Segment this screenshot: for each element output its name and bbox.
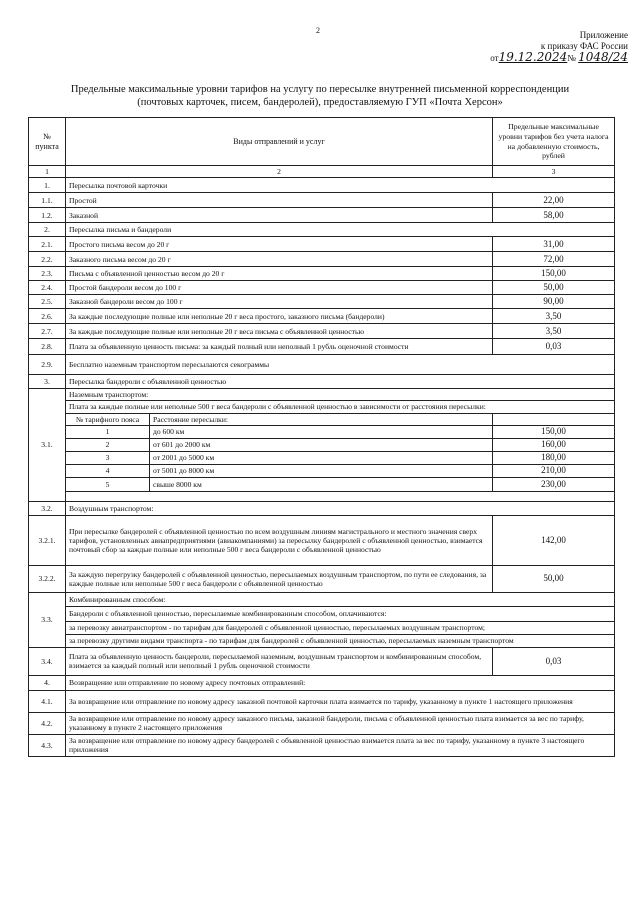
- table-row: 3.3. Комбинированным способом:: [29, 592, 615, 606]
- table-row: 3.1. Наземным транспортом:: [29, 389, 615, 401]
- table-row: 1.2. Заказной 58,00: [29, 208, 615, 223]
- order-number: 1048/24: [578, 50, 628, 64]
- table-row: 1. Пересылка почтовой карточки: [29, 178, 615, 193]
- header-tariff: Предельные максимальные уровни тарифов без учета налога на добавленную стоимость, рублей: [493, 118, 615, 166]
- tariff-table: [28, 117, 615, 757]
- page-number: 2: [316, 26, 320, 35]
- table-row: Бандероли с объявленной ценностью, пересылаемые комбинированным способом, оплачиваются:: [29, 606, 615, 621]
- table-row: 4. Возвращение или отправление по новому адресу почтовых отправлений:: [29, 675, 615, 690]
- table-row: 3.2.2. За каждую перегрузку бандеролей с объявленной ценностью, пересылаемых воздушным транспортом, по пути ее следования, за каждые полные или неполные 500 г веса бандероли с объявленной ценностью 50,00: [29, 565, 615, 592]
- table-row: 3.2.1. При пересылке бандеролей с объявленной ценностью по всем воздушным линиям магистрального и местного значения сверх тарифов, установленных авиапредприятиями (авиакомпаниями) за пересылку бандеролей с объявленной ценностью, взимается почтовый сбор за каждые полные или неполные 500 г веса бандероли с объявленной ценностью 142,00: [29, 515, 615, 565]
- table-row: 4.3. За возвращение или отправление по новому адресу бандеролей с объявленной ценностью взимается плата за вес по тарифу, указанному в пункте 3 настоящего приложения: [29, 734, 615, 756]
- table-row: 2.2. Заказного письма весом до 20 г 72,00: [29, 252, 615, 267]
- table-row: 2.7. За каждые последующие полные или неполные 20 г веса письма с объявленной ценностью 3,50: [29, 324, 615, 339]
- table-row: за перевозку авиатранспортом - по тарифам для бандеролей с объявленной ценностью, пересылаемых воздушным транспортом;: [29, 621, 615, 634]
- table-row: 2.8. Плата за объявленную ценность письма: за каждый полный или неполный 1 рубль оценочной стоимости 0,03: [29, 339, 615, 355]
- table-row: [29, 491, 615, 501]
- table-header-row: [29, 118, 615, 166]
- order-date: 19.12.2024: [498, 50, 568, 64]
- header-service-type: Виды отправлений и услуг: [66, 118, 493, 166]
- table-row: 2.1. Простого письма весом до 20 г 31,00: [29, 237, 615, 252]
- table-row: 2. Пересылка письма и бандероли: [29, 223, 615, 237]
- table-row: 1.1. Простой 22,00: [29, 193, 615, 208]
- table-row: 3.4. Плата за объявленную ценность бандероли, пересылаемой наземным, воздушным транспортом и комбинированным способом, взимается за каждый полный или неполный 1 рубль оценочной стоимости 0,03: [29, 647, 615, 675]
- table-row: 2.6. За каждые последующие полные или неполные 20 г веса простого, заказного письма (бандероли) 3,50: [29, 309, 615, 324]
- table-row: 2.5. Заказной бандероли весом до 100 г 90,00: [29, 295, 615, 309]
- table-row: 2.3. Письма с объявленной ценностью весом до 20 г 150,00: [29, 267, 615, 281]
- table-row: Плата за каждые полные или неполные 500 г веса бандероли с объявленной ценностью в зависимости от расстояния пересылки:: [29, 401, 615, 413]
- document-title: Предельные максимальные уровни тарифов на услугу по пересылке внутренней письменной корреспонденции (почтовых карточек, писем, бандеролей), предоставляемую ГУП «Почта Херсон»: [70, 84, 570, 108]
- header-item-number: № пункта: [29, 118, 66, 166]
- table-row: 2.4. Простой бандероли весом до 100 г 50,00: [29, 281, 615, 295]
- table-row: 3. Пересылка бандероли с объявленной ценностью: [29, 375, 615, 389]
- table-row: за перевозку другими видами транспорта - по тарифам для бандеролей с объявленной ценностью, пересылаемых наземным транспортом: [29, 634, 615, 647]
- zone-row: 1 до 600 км 150,00: [29, 425, 615, 438]
- zone-row: 4 от 5001 до 8000 км 210,00: [29, 464, 615, 477]
- appendix-block: [490, 30, 628, 64]
- table-row: 4.1. За возвращение или отправление по новому адресу заказной почтовой карточки плата взимается по тарифу, указанному в пункте 1 настоящего приложения: [29, 690, 615, 712]
- zone-header-row: № тарифного пояса Расстояние пересылки:: [29, 413, 615, 425]
- zone-row: 2 от 601 до 2000 км 160,00: [29, 438, 615, 451]
- appendix-order: к приказу ФАС России: [540, 41, 628, 51]
- table-row: 2.9. Бесплатно наземным транспортом пересылаются секограммы: [29, 355, 615, 375]
- column-number-row: 1 2 3: [29, 166, 615, 178]
- zone-row: 3 от 2001 до 5000 км 180,00: [29, 451, 615, 464]
- table-row: 3.2. Воздушным транспортом:: [29, 501, 615, 515]
- appendix-date-line: от19.12.2024№ 1048/24: [490, 50, 628, 64]
- zone-row: 5 свыше 8000 км 230,00: [29, 477, 615, 491]
- table-row: 4.2. За возвращение или отправление по новому адресу заказного письма, заказной бандероли, письма с объявленной ценностью плата взимается за вес по тарифу, указанному в пункте 2 настоящего приложения: [29, 712, 615, 734]
- appendix-label: Приложение: [579, 30, 628, 40]
